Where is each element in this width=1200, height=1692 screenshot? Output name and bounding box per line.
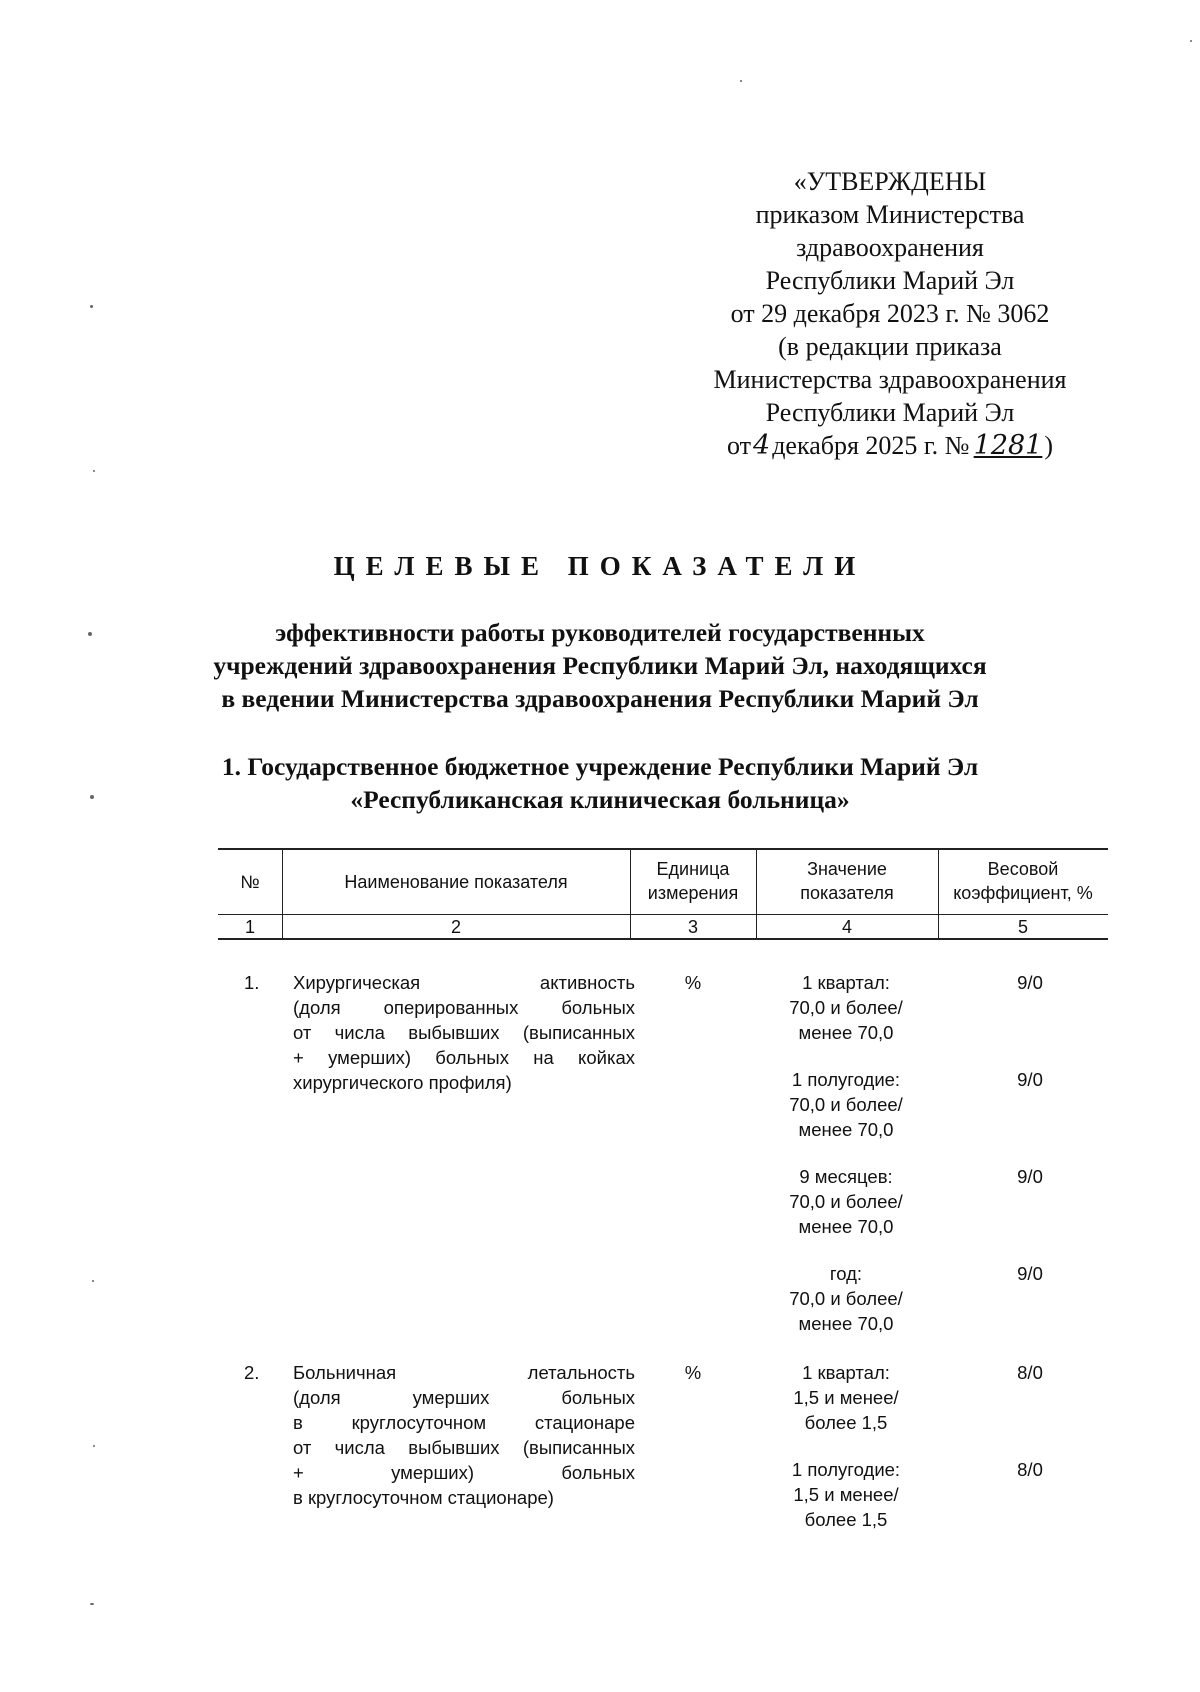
section-heading [140,750,1060,816]
row-number: 1. [244,972,260,993]
approval-prefix: от [726,431,751,460]
target-line: менее 70,0 [798,1313,894,1334]
indicator-name-line: Больничная летальность [293,1362,635,1383]
section-line: «Республиканская клиническая больница» [350,785,850,814]
handwritten-order-number: 1281 [973,430,1043,461]
indicator-name [293,970,635,1095]
target-line: более 1,5 [804,1509,888,1530]
header-weight-line: Весовой [987,859,1059,879]
target-value [756,1457,936,1532]
scan-speck [93,470,95,472]
approval-suffix: ) [1044,431,1054,460]
approval-mid: декабря 2025 г. № [772,431,970,460]
column-number: 2 [450,917,461,937]
period-label: 9 месяцев: [799,1166,893,1187]
target-line: менее 70,0 [798,1119,894,1140]
scan-speck [88,632,92,636]
weight-value: 8/0 [1017,1459,1043,1480]
weight-value: 8/0 [1017,1362,1043,1383]
column-number: 1 [244,917,255,937]
approval-line: «УТВЕРЖДЕНЫ [793,167,987,196]
header-unit [630,857,756,905]
subtitle-line: учреждений здравоохранения Республики Марий Эл, находящихся [213,651,987,680]
scan-speck [90,1603,94,1605]
indicator-name-line: хирургического профиля) [293,1072,512,1093]
approval-line: Республики Марий Эл [765,398,1015,427]
approval-line: Республики Марий Эл [765,266,1015,295]
weight-value: 9/0 [1017,1069,1043,1090]
document-title: ЦЕЛЕВЫЕ ПОКАЗАТЕЛИ [333,551,867,581]
approval-last-line [660,429,1120,462]
indicator-name-line: в круглосуточном стационаре [293,1412,635,1433]
target-line: более 1,5 [804,1412,888,1433]
scan-speck [93,1445,95,1447]
target-line: 70,0 и более/ [789,1094,903,1115]
target-line: 70,0 и более/ [789,997,903,1018]
indicator-name [293,1360,635,1510]
indicator-name-line: Хирургическая активность [293,972,635,993]
approval-line: (в редакции приказа [778,332,1002,361]
indicator-name-line: от числа выбывших (выписанных [293,1437,635,1458]
scan-speck [1190,40,1192,42]
target-line: 70,0 и более/ [789,1191,903,1212]
handwritten-day: 4 [753,430,771,461]
column-number: 4 [841,917,852,937]
column-number: 3 [687,917,698,937]
target-value [756,1360,936,1435]
period-label: 1 полугодие: [791,1069,901,1090]
target-line: 70,0 и более/ [789,1288,903,1309]
approval-line: от 29 декабря 2023 г. № 3062 [730,299,1050,328]
approval-block [660,165,1120,462]
target-line: 1,5 и менее/ [793,1387,899,1408]
header-number: № [240,872,260,892]
header-name: Наименование показателя [344,872,568,892]
header-weight-line: коэффициент, % [953,883,1093,903]
weight-value: 9/0 [1017,1263,1043,1284]
scan-speck [740,80,742,82]
header-value-line: Значение [807,859,887,879]
period-label: год: [829,1263,863,1284]
indicator-name-line: от числа выбывших (выписанных [293,1022,635,1043]
document-subtitle [140,616,1060,715]
target-line: менее 70,0 [798,1022,894,1043]
table-top-rule [218,848,1108,850]
scan-speck [92,1280,94,1282]
indicator-name-line: в круглосуточном стационаре) [293,1487,554,1508]
weight-value: 9/0 [1017,1166,1043,1187]
target-value [756,1067,936,1142]
approval-line: здравоохранения [796,233,984,262]
target-value [756,1261,936,1336]
indicator-name-line: (доля умерших больных [293,1387,635,1408]
target-value [756,1164,936,1239]
indicator-name-line: (доля оперированных больных [293,997,635,1018]
header-unit-line: Единица [656,859,730,879]
weight-value: 9/0 [1017,972,1043,993]
target-line: 1,5 и менее/ [793,1484,899,1505]
header-weight [938,857,1108,905]
approval-line: приказом Министерства [755,200,1025,229]
column-number: 5 [1017,917,1028,937]
target-line: менее 70,0 [798,1216,894,1237]
indicator-name-line: + умерших) больных на койках [293,1047,635,1068]
header-unit-line: измерения [647,883,739,903]
period-label: 1 квартал: [802,972,890,993]
section-line: 1. Государственное бюджетное учреждение Республики Марий Эл [221,752,979,781]
period-label: 1 квартал: [802,1362,890,1383]
row-number: 2. [244,1362,260,1383]
subtitle-line: в ведении Министерства здравоохранения Республики Марий Эл [221,684,979,713]
subtitle-line: эффективности работы руководителей государственных [275,618,925,647]
period-label: 1 полугодие: [791,1459,901,1480]
scan-speck [90,795,94,799]
unit-value: % [684,972,702,993]
target-value [756,970,936,1045]
unit-value: % [684,1362,702,1383]
indicator-name-line: + умерших) больных [293,1462,635,1483]
header-value-line: показателя [800,883,894,903]
approval-line: Министерства здравоохранения [713,365,1067,394]
header-value [756,857,938,905]
scan-speck [90,305,93,308]
